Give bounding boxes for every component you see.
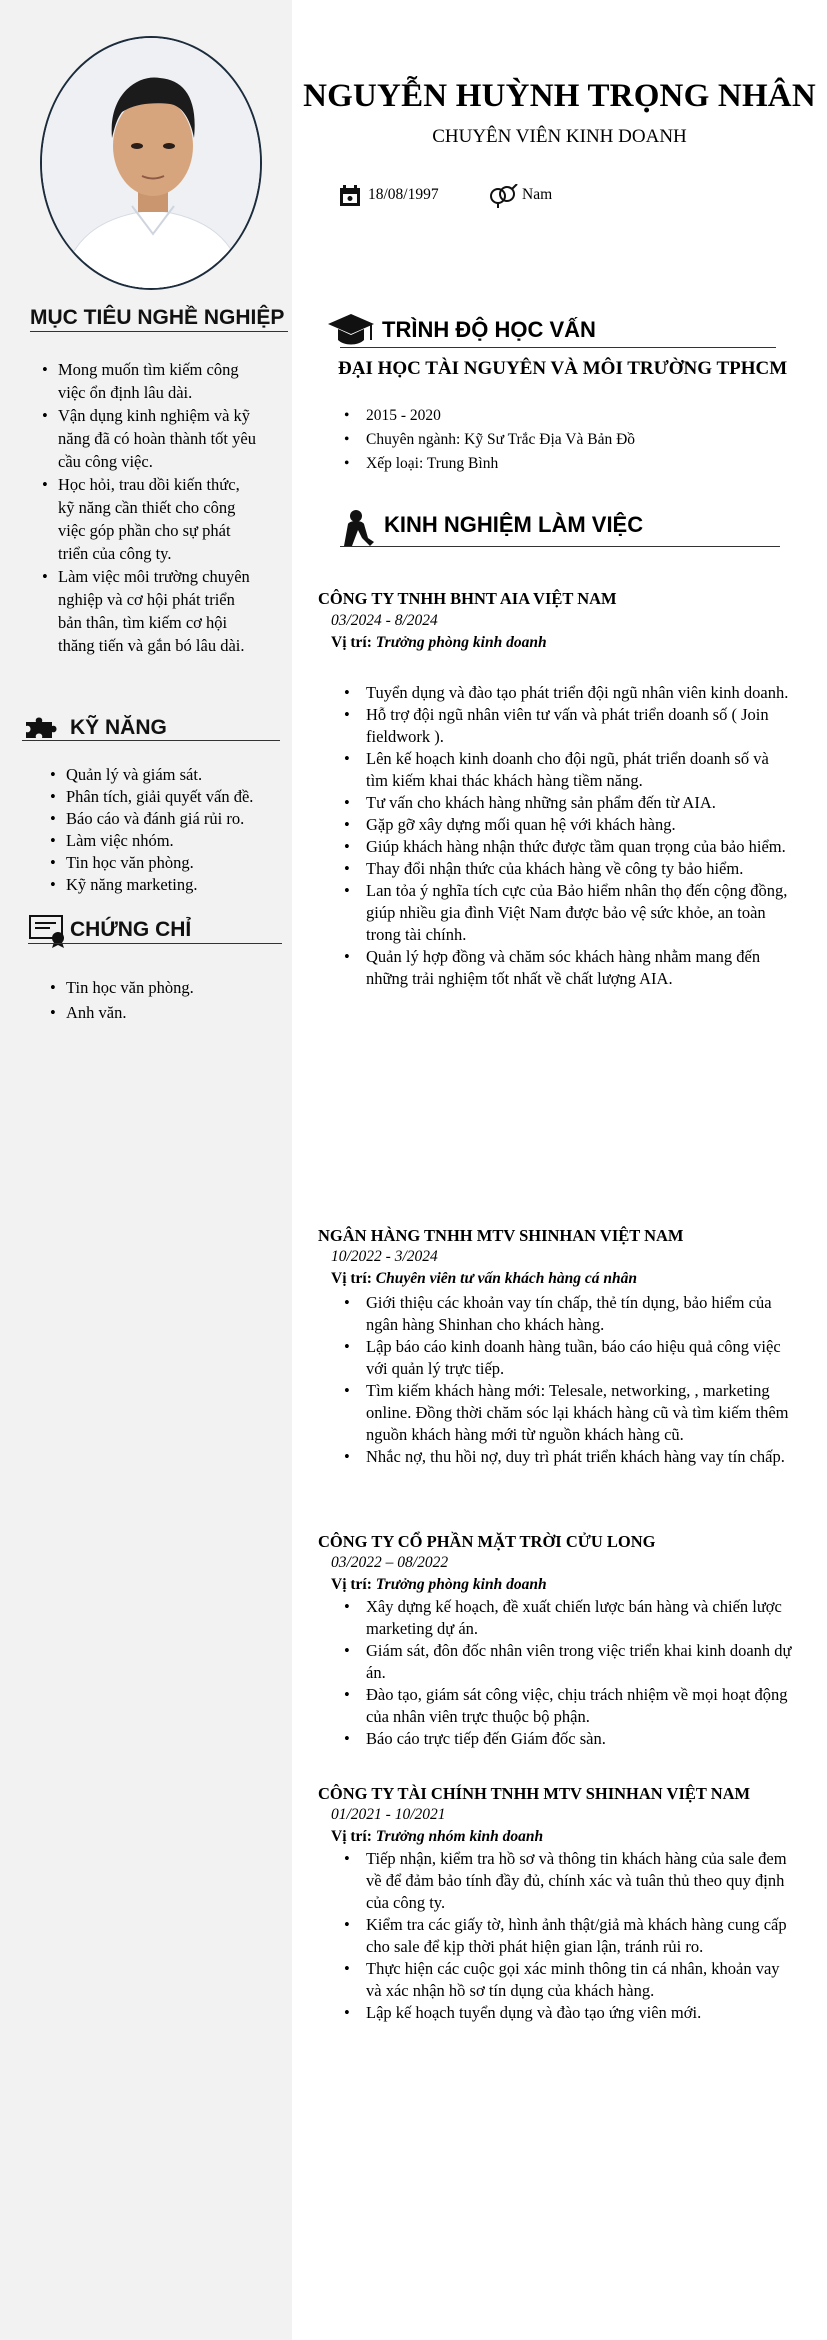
list-item: • Hỗ trợ đội ngũ nhân viên tư vấn và phát triển doanh số ( Join fieldwork ). xyxy=(340,704,792,748)
school-name: ĐẠI HỌC TÀI NGUYÊN VÀ MÔI TRƯỜNG TPHCM xyxy=(338,358,788,379)
objective-divider xyxy=(30,331,288,332)
skills-divider xyxy=(22,740,280,741)
job-duties xyxy=(340,1596,792,1750)
person-photo-icon xyxy=(42,38,262,290)
list-item: • Làm việc môi trường chuyên nghiệp và cơ hội phát triển bản thân, tìm kiếm cơ hội thăng tiến và gắn bó lâu dài. xyxy=(34,565,260,657)
list-item: • Anh văn. xyxy=(42,1000,282,1025)
list-item: • Phân tích, giải quyết vấn đề. xyxy=(42,786,292,808)
list-item: • Lập kế hoạch tuyển dụng và đào tạo ứng viên mới. xyxy=(340,2002,792,2024)
list-item: • Làm việc nhóm. xyxy=(42,830,292,852)
certificates-heading: CHỨNG CHỈ xyxy=(70,918,192,941)
list-item: • 2015 - 2020 xyxy=(340,404,635,428)
list-item: • Tin học văn phòng. xyxy=(42,975,282,1000)
list-item: • Giới thiệu các khoản vay tín chấp, thẻ tín dụng, bảo hiểm của ngân hàng Shinhan cho khách hàng. xyxy=(340,1292,792,1336)
job-period: 03/2022 – 08/2022 xyxy=(331,1554,449,1571)
job-position: Vị trí: Chuyên viên tư vấn khách hàng cá nhân xyxy=(331,1270,637,1287)
job-period: 03/2024 - 8/2024 xyxy=(331,612,438,629)
list-item: • Mong muốn tìm kiếm công việc ổn định lâu dài. xyxy=(34,358,260,404)
list-item: • Báo cáo và đánh giá rủi ro. xyxy=(42,808,292,830)
gender: Nam xyxy=(522,186,553,203)
job-duties xyxy=(340,1292,792,1468)
list-item: • Thay đổi nhận thức của khách hàng về công ty bảo hiểm. xyxy=(340,858,792,880)
birthdate: 18/08/1997 xyxy=(368,186,439,203)
experience-heading: KINH NGHIỆM LÀM VIỆC xyxy=(384,512,644,537)
profile-photo xyxy=(40,36,262,290)
list-item: • Báo cáo trực tiếp đến Giám đốc sàn. xyxy=(340,1728,792,1750)
job-title: CHUYÊN VIÊN KINH DOANH xyxy=(432,126,687,147)
list-item: • Đào tạo, giám sát công việc, chịu trách nhiệm về mọi hoạt động của nhân viên trực thuộc bộ phận. xyxy=(340,1684,792,1728)
list-item: • Tiếp nhận, kiểm tra hồ sơ và thông tin khách hàng của sale đem về để đảm bảo tính đầy đủ, chính xác và tuân thủ theo quy định của công ty. xyxy=(340,1848,792,1914)
list-item: • Chuyên ngành: Kỹ Sư Trắc Địa Và Bản Đồ xyxy=(340,428,635,452)
job-duties xyxy=(340,682,792,990)
education-heading: TRÌNH ĐỘ HỌC VẤN xyxy=(382,317,596,342)
list-item: • Lan tỏa ý nghĩa tích cực của Bảo hiểm nhân thọ đến cộng đồng, giúp nhiều gia đình Việt Nam được bảo vệ sức khỏe, an toàn trong tài chính. xyxy=(340,880,792,946)
company-name: NGÂN HÀNG TNHH MTV SHINHAN VIỆT NAM xyxy=(318,1226,684,1245)
list-item: • Kỹ năng marketing. xyxy=(42,874,292,896)
skills-heading: KỸ NĂNG xyxy=(70,716,167,739)
experience-divider xyxy=(340,546,780,547)
certificates-list xyxy=(42,975,282,1025)
calendar-icon xyxy=(338,184,362,208)
list-item: • Gặp gỡ xây dựng mối quan hệ với khách hàng. xyxy=(340,814,792,836)
list-item: • Nhắc nợ, thu hồi nợ, duy trì phát triển khách hàng vay tín chấp. xyxy=(340,1446,792,1468)
job-period: 10/2022 - 3/2024 xyxy=(331,1248,438,1265)
list-item: • Quản lý và giám sát. xyxy=(42,764,292,786)
list-item: • Thực hiện các cuộc gọi xác minh thông tin cá nhân, khoản vay và xác nhận hồ sơ tín dụng của khách hàng. xyxy=(340,1958,792,2002)
list-item: • Giúp khách hàng nhận thức được tầm quan trọng của bảo hiểm. xyxy=(340,836,792,858)
list-item: • Lên kế hoạch kinh doanh cho đội ngũ, phát triển doanh số và tìm kiếm khai thác khách hàng tiềm năng. xyxy=(340,748,792,792)
list-item: • Tin học văn phòng. xyxy=(42,852,292,874)
job-period: 01/2021 - 10/2021 xyxy=(331,1806,446,1823)
list-item: • Học hỏi, trau dồi kiến thức, kỹ năng cần thiết cho công việc góp phần cho sự phát triển của công ty. xyxy=(34,473,260,565)
list-item: • Quản lý hợp đồng và chăm sóc khách hàng nhằm mang đến những trải nghiệm tốt nhất về chất lượng AIA. xyxy=(340,946,792,990)
sidebar-continued xyxy=(0,1170,292,2340)
objective-list xyxy=(34,358,260,657)
list-item: • Tuyển dụng và đào tạo phát triển đội ngũ nhân viên kinh doanh. xyxy=(340,682,792,704)
puzzle-icon xyxy=(22,714,62,742)
certificates-divider xyxy=(28,943,282,944)
list-item: • Vận dụng kinh nghiệm và kỹ năng đã có hoàn thành tốt yêu cầu công việc. xyxy=(34,404,260,473)
job-duties xyxy=(340,1848,792,2024)
education-details xyxy=(340,404,635,476)
list-item: • Giám sát, đôn đốc nhân viên trong việc triển khai kinh doanh dự án. xyxy=(340,1640,792,1684)
list-item: • Xếp loại: Trung Bình xyxy=(340,452,635,476)
gender-icon xyxy=(488,184,518,208)
list-item: • Tư vấn cho khách hàng những sản phẩm đến từ AIA. xyxy=(340,792,792,814)
company-name: CÔNG TY CỔ PHẦN MẶT TRỜI CỬU LONG xyxy=(318,1532,656,1551)
graduation-cap-icon xyxy=(326,312,376,348)
company-name: CÔNG TY TNHH BHNT AIA VIỆT NAM xyxy=(318,589,617,608)
list-item: • Xây dựng kế hoạch, đề xuất chiến lược bán hàng và chiến lược marketing dự án. xyxy=(340,1596,792,1640)
list-item: • Lập báo cáo kinh doanh hàng tuần, báo cáo hiệu quả công việc với quản lý trực tiếp. xyxy=(340,1336,792,1380)
job-position: Vị trí: Trưởng phòng kinh doanh xyxy=(331,1576,547,1593)
skills-list xyxy=(42,764,292,896)
education-divider xyxy=(340,347,776,348)
worker-silhouette-icon xyxy=(340,508,376,548)
candidate-name: NGUYỄN HUỲNH TRỌNG NHÂN xyxy=(303,78,816,114)
list-item: • Kiểm tra các giấy tờ, hình ảnh thật/giả mà khách hàng cung cấp cho sale để kịp thời phát hiện gian lận, tránh rủi ro. xyxy=(340,1914,792,1958)
job-position: Vị trí: Trưởng nhóm kinh doanh xyxy=(331,1828,544,1845)
job-position: Vị trí: Trưởng phòng kinh doanh xyxy=(331,634,547,651)
objective-heading: MỤC TIÊU NGHỀ NGHIỆP xyxy=(30,306,285,329)
list-item: • Tìm kiếm khách hàng mới: Telesale, networking, , marketing online. Đồng thời chăm sóc lại khách hàng cũ và tìm kiếm thêm nguồn khách hàng mới từ nguồn khách hàng cũ. xyxy=(340,1380,792,1446)
company-name: CÔNG TY TÀI CHÍNH TNHH MTV SHINHAN VIỆT NAM xyxy=(318,1784,751,1803)
